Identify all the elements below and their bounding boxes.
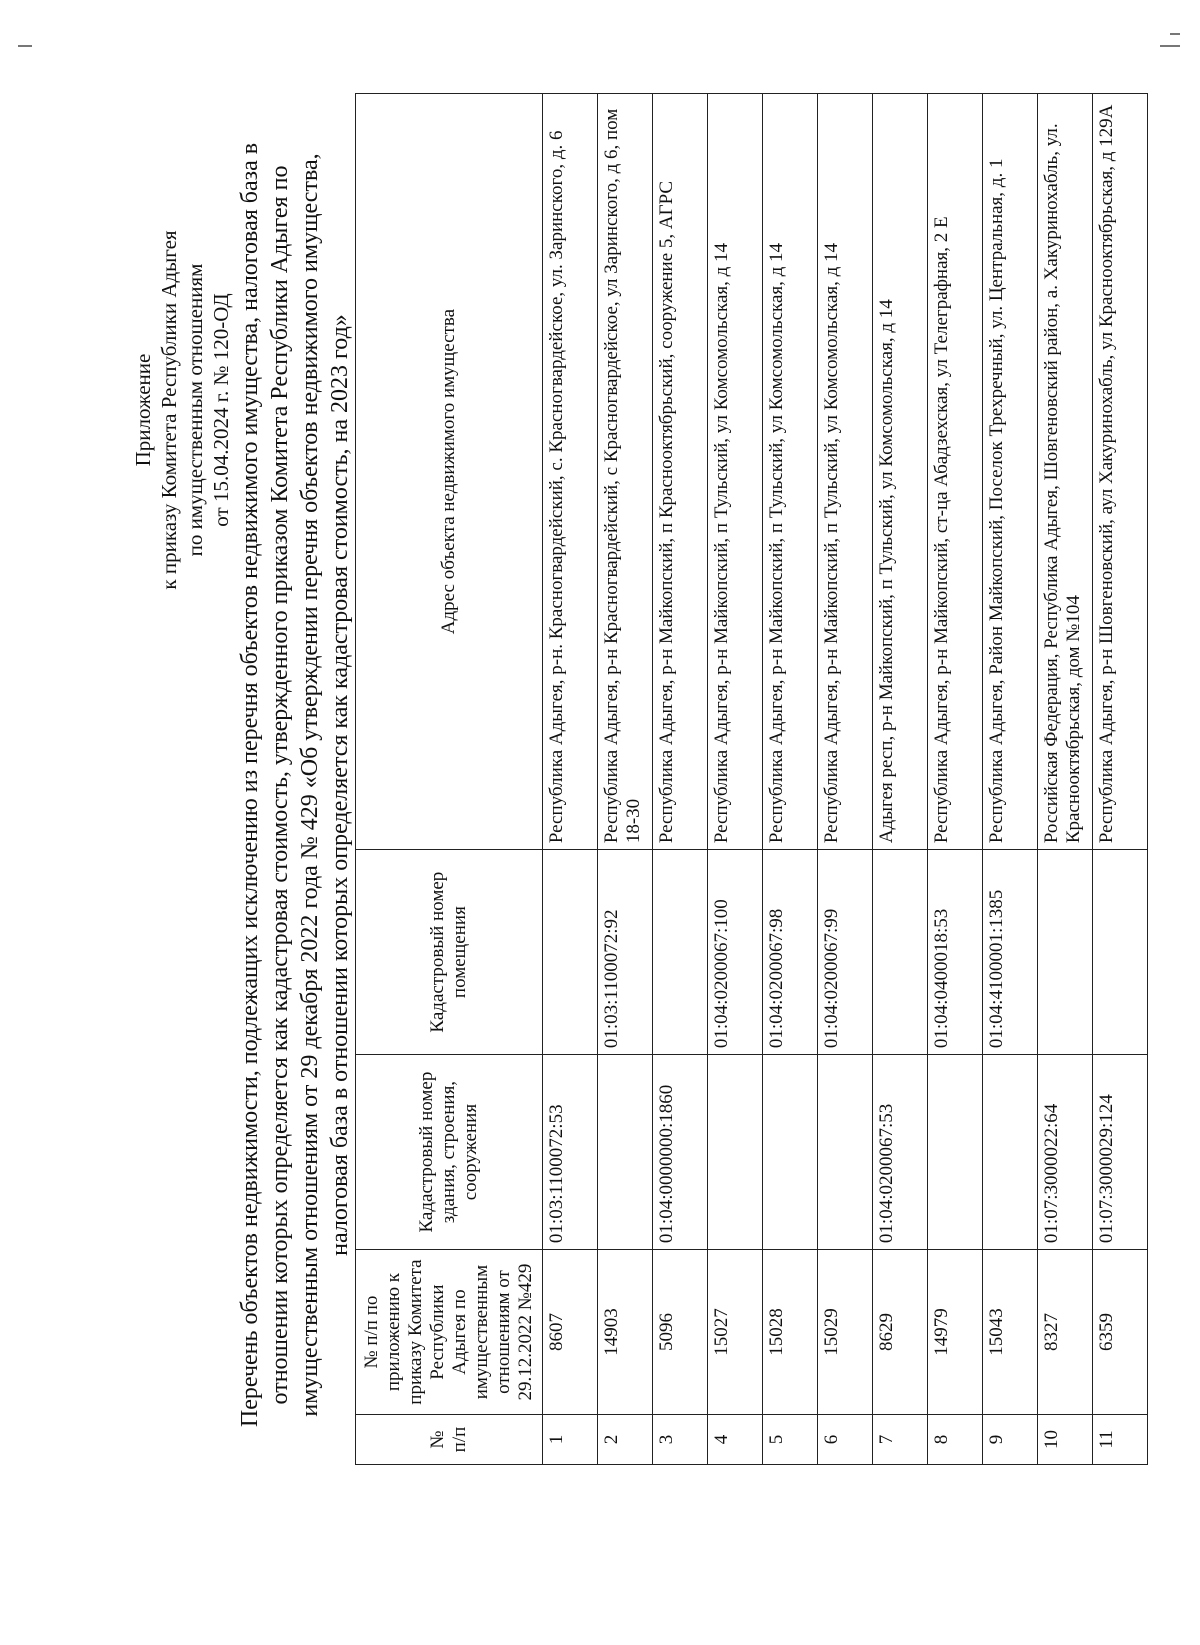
cell-address: Республика Адыгея, р-н Майкопский, п Тульский, ул Комсомольская, д 14 xyxy=(763,94,818,850)
cell-reference: 15043 xyxy=(983,1250,1038,1415)
cell-address: Республика Адыгея, Район Майкопский, Поселок Трехречный, ул. Центральная, д. 1 xyxy=(983,94,1038,850)
cell-index: 9 xyxy=(983,1415,1038,1465)
cell-building-cadastral xyxy=(598,1055,653,1250)
objects-table xyxy=(355,93,1148,1465)
table-row xyxy=(708,94,763,1465)
cell-index: 8 xyxy=(928,1415,983,1465)
cell-premises-cadastral xyxy=(1038,850,1093,1055)
column-header-reference: № п/п по приложению к приказу Комитета Республики Адыгея по имущественным отношениям от 29.12.2022 №429 xyxy=(356,1250,543,1415)
approval-line: к приказу Комитета Республики Адыгея xyxy=(157,230,181,590)
table-row xyxy=(543,94,598,1465)
cell-index: 1 xyxy=(543,1415,598,1465)
cell-reference: 14979 xyxy=(928,1250,983,1415)
cell-building-cadastral: 01:07:3000029:124 xyxy=(1093,1055,1148,1250)
cell-address: Республика Адыгея, р-н Майкопский, п Тульский, ул Комсомольская, д 14 xyxy=(708,94,763,850)
cell-building-cadastral: 01:04:0000000:1860 xyxy=(653,1055,708,1250)
cell-index: 7 xyxy=(873,1415,928,1465)
cell-reference: 5096 xyxy=(653,1250,708,1415)
cell-reference: 14903 xyxy=(598,1250,653,1415)
title-line: налоговая база в отношении которых определяется как кадастровая стоимость, на 2023 год» xyxy=(327,314,353,1256)
table-row xyxy=(1038,94,1093,1465)
cell-building-cadastral xyxy=(708,1055,763,1250)
cell-index: 4 xyxy=(708,1415,763,1465)
scan-mark xyxy=(1160,45,1180,47)
document-title xyxy=(235,80,355,1490)
cell-address: Республика Адыгея, р-н Шовгеновский, аул Хакуринохабль, ул Краснооктябрьская, д 129А xyxy=(1093,94,1148,850)
cell-address: Республика Адыгея, р-н Майкопский, п Тульский, ул Комсомольская, д 14 xyxy=(818,94,873,850)
title-line: отношении которых определяется как кадастровая стоимость, утвержденного приказом Комитета Республики Адыгея по xyxy=(267,165,293,1405)
cell-premises-cadastral: 01:03:1100072:92 xyxy=(598,850,653,1055)
cell-premises-cadastral: 01:04:0200067:99 xyxy=(818,850,873,1055)
table-row xyxy=(1093,94,1148,1465)
cell-index: 11 xyxy=(1093,1415,1148,1465)
table-row xyxy=(928,94,983,1465)
cell-premises-cadastral xyxy=(653,850,708,1055)
approval-block xyxy=(130,150,234,670)
title-line: Перечень объектов недвижимости, подлежащих исключению из перечня объектов недвижимого имущества, налоговая база в xyxy=(237,142,263,1428)
approval-line: Приложение xyxy=(131,353,155,467)
cell-address: Республика Адыгея, р-н Красногвардейский, с Красногвардейское, ул Заринского, д 6, пом 18-30 xyxy=(598,94,653,850)
cell-premises-cadastral: 01:04:0400018:53 xyxy=(928,850,983,1055)
cell-premises-cadastral: 01:04:0200067:98 xyxy=(763,850,818,1055)
cell-building-cadastral: 01:04:0200067:53 xyxy=(873,1055,928,1250)
cell-address: Республика Адыгея, р-н Майкопский, ст-ца Абадзехская, ул Телеграфная, 2 Е xyxy=(928,94,983,850)
cell-building-cadastral xyxy=(763,1055,818,1250)
column-header-index: № п/п xyxy=(356,1415,543,1465)
cell-building-cadastral xyxy=(818,1055,873,1250)
table-header-row xyxy=(356,94,543,1465)
cell-address: Адыгея респ, р-н Майкопский, п Тульский, ул Комсомольская, д 14 xyxy=(873,94,928,850)
cell-index: 10 xyxy=(1038,1415,1093,1465)
cell-address: Республика Адыгея, р-н Майкопский, п Краснооктябрьский, сооружение 5, АГРС xyxy=(653,94,708,850)
table-row xyxy=(983,94,1038,1465)
cell-index: 5 xyxy=(763,1415,818,1465)
table-row xyxy=(763,94,818,1465)
approval-line: от 15.04.2024 г. № 120-ОД xyxy=(209,293,233,527)
cell-premises-cadastral xyxy=(1093,850,1148,1055)
cell-reference: 15028 xyxy=(763,1250,818,1415)
cell-building-cadastral: 01:07:3000022:64 xyxy=(1038,1055,1093,1250)
cell-reference: 6359 xyxy=(1093,1250,1148,1415)
title-line: имущественным отношениям от 29 декабря 2022 года № 429 «Об утверждении перечня объектов недвижимого имущества, xyxy=(297,153,323,1417)
cell-building-cadastral xyxy=(983,1055,1038,1250)
column-header-building-cadastral: Кадастровый номер здания, строения, сооружения xyxy=(356,1055,543,1250)
cell-address: Российская Федерация, Республика Адыгея, Шовгеновский район, а. Хакуринохабль, ул. Краснооктябрьская, дом №104 xyxy=(1038,94,1093,850)
cell-reference: 8327 xyxy=(1038,1250,1093,1415)
cell-reference: 8607 xyxy=(543,1250,598,1415)
table-row xyxy=(818,94,873,1465)
cell-premises-cadastral: 01:04:0200067:100 xyxy=(708,850,763,1055)
column-header-premises-cadastral: Кадастровый номер помещения xyxy=(356,850,543,1055)
cell-index: 6 xyxy=(818,1415,873,1465)
cell-premises-cadastral xyxy=(873,850,928,1055)
cell-building-cadastral xyxy=(928,1055,983,1250)
cell-index: 2 xyxy=(598,1415,653,1465)
cell-premises-cadastral xyxy=(543,850,598,1055)
cell-address: Республика Адыгея, р-н. Красногвардейский, с. Красногвардейское, ул. Заринского, д. 6 xyxy=(543,94,598,850)
approval-line: по имущественным отношениям xyxy=(183,263,207,557)
column-header-address: Адрес объекта недвижимого имущества xyxy=(356,94,543,850)
scan-mark xyxy=(18,45,32,47)
cell-reference: 8629 xyxy=(873,1250,928,1415)
table-row xyxy=(873,94,928,1465)
cell-building-cadastral: 01:03:1100072:53 xyxy=(543,1055,598,1250)
cell-reference: 15029 xyxy=(818,1250,873,1415)
scan-mark xyxy=(1170,33,1180,35)
cell-index: 3 xyxy=(653,1415,708,1465)
cell-reference: 15027 xyxy=(708,1250,763,1415)
cell-premises-cadastral: 01:04:4100001:1385 xyxy=(983,850,1038,1055)
table-row xyxy=(598,94,653,1465)
table-row xyxy=(653,94,708,1465)
